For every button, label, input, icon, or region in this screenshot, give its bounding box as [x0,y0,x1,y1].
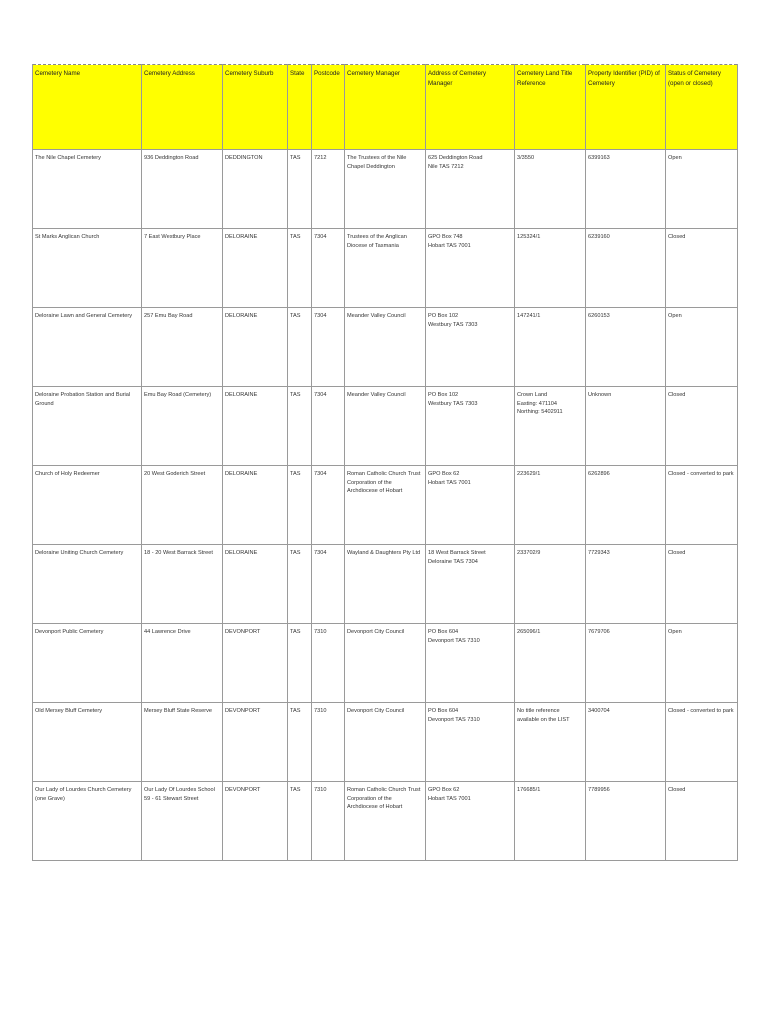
cell-postcode: 7304 [312,387,345,466]
cell-pid: 6262896 [586,466,666,545]
header-manager-address: Address of Cemetery Manager [426,65,515,150]
cell-suburb: DELORAINE [223,387,288,466]
cell-suburb: DEDDINGTON [223,150,288,229]
header-land-title: Cemetery Land Title Reference [515,65,586,150]
cell-manager-address: 625 Deddington Road Nile TAS 7212 [426,150,515,229]
cell-status: Closed - converted to park [666,703,738,782]
cell-suburb: DELORAINE [223,308,288,387]
header-status: Status of Cemetery (open or closed) [666,65,738,150]
cell-manager: Wayland & Daughters Pty Ltd [345,545,426,624]
cemetery-register-sheet [32,64,737,861]
cell-manager: Devonport City Council [345,703,426,782]
cell-state: TAS [288,545,312,624]
cell-manager: The Trustees of the Nile Chapel Deddington [345,150,426,229]
cell-land-title: 176685/1 [515,782,586,861]
cell-manager-address: PO Box 604 Devonport TAS 7310 [426,624,515,703]
cell-address: Mersey Bluff State Reserve [142,703,223,782]
cell-status: Closed [666,229,738,308]
header-manager: Cemetery Manager [345,65,426,150]
table-row [33,308,738,387]
cell-suburb: DELORAINE [223,229,288,308]
cell-name: Deloraine Lawn and General Cemetery [33,308,142,387]
cell-address: 18 - 20 West Barrack Street [142,545,223,624]
cell-name: Old Mersey Bluff Cemetery [33,703,142,782]
cell-state: TAS [288,308,312,387]
cell-suburb: DEVONPORT [223,782,288,861]
header-suburb: Cemetery Suburb [223,65,288,150]
cell-address: Our Lady Of Lourdes School 59 - 61 Stewart Street [142,782,223,861]
cell-address: 44 Lawrence Drive [142,624,223,703]
cell-postcode: 7304 [312,308,345,387]
cell-manager-address: GPO Box 748 Hobart TAS 7001 [426,229,515,308]
cell-pid: Unknown [586,387,666,466]
table-row [33,229,738,308]
cell-status: Open [666,150,738,229]
cemetery-table [32,64,738,861]
cell-pid: 6260153 [586,308,666,387]
cell-name: Deloraine Uniting Church Cemetery [33,545,142,624]
cell-pid: 6239160 [586,229,666,308]
cell-postcode: 7304 [312,466,345,545]
table-row [33,150,738,229]
cell-manager: Trustees of the Anglican Diocese of Tasmania [345,229,426,308]
header-postcode: Postcode [312,65,345,150]
table-row [33,387,738,466]
cell-land-title: 125324/1 [515,229,586,308]
cell-pid: 3400704 [586,703,666,782]
cell-manager: Devonport City Council [345,624,426,703]
cell-manager-address: 18 West Barrack Street Deloraine TAS 7304 [426,545,515,624]
cell-suburb: DELORAINE [223,466,288,545]
cell-manager-address: PO Box 102 Westbury TAS 7303 [426,387,515,466]
cell-status: Open [666,308,738,387]
cell-pid: 6399163 [586,150,666,229]
cell-manager: Meander Valley Council [345,308,426,387]
cell-suburb: DEVONPORT [223,703,288,782]
cell-name: The Nile Chapel Cemetery [33,150,142,229]
cell-land-title: No title reference available on the LIST [515,703,586,782]
cell-state: TAS [288,624,312,703]
table-body [33,150,738,861]
cell-land-title: 233702/9 [515,545,586,624]
cell-suburb: DEVONPORT [223,624,288,703]
header-row [33,65,738,150]
cell-pid: 7729343 [586,545,666,624]
cell-land-title: 3/3550 [515,150,586,229]
cell-manager: Roman Catholic Church Trust Corporation of the Archdiocese of Hobart [345,466,426,545]
cell-manager-address: PO Box 102 Westbury TAS 7303 [426,308,515,387]
cell-manager-address: GPO Box 62 Hobart TAS 7001 [426,466,515,545]
cell-status: Closed - converted to park [666,466,738,545]
cell-status: Closed [666,782,738,861]
cell-postcode: 7310 [312,782,345,861]
table-row [33,782,738,861]
header-state: State [288,65,312,150]
cell-name: Devonport Public Cemetery [33,624,142,703]
cell-name: Our Lady of Lourdes Church Cemetery (one Grave) [33,782,142,861]
cell-status: Open [666,624,738,703]
cell-state: TAS [288,229,312,308]
cell-land-title: Crown Land Easting: 471104 Northing: 5402911 [515,387,586,466]
cell-manager: Meander Valley Council [345,387,426,466]
header-name: Cemetery Name [33,65,142,150]
cell-state: TAS [288,782,312,861]
cell-address: 257 Emu Bay Road [142,308,223,387]
cell-postcode: 7304 [312,545,345,624]
table-row [33,466,738,545]
header-address: Cemetery Address [142,65,223,150]
table-row [33,624,738,703]
cell-state: TAS [288,466,312,545]
cell-land-title: 265096/1 [515,624,586,703]
cell-address: 936 Deddington Road [142,150,223,229]
cell-postcode: 7212 [312,150,345,229]
cell-land-title: 147241/1 [515,308,586,387]
cell-address: 7 East Westbury Place [142,229,223,308]
cell-state: TAS [288,703,312,782]
cell-status: Closed [666,545,738,624]
cell-address: 20 West Goderich Street [142,466,223,545]
cell-state: TAS [288,150,312,229]
cell-postcode: 7310 [312,703,345,782]
cell-manager: Roman Catholic Church Trust Corporation of the Archdiocese of Hobart [345,782,426,861]
cell-suburb: DELORAINE [223,545,288,624]
cell-name: Church of Holy Redeemer [33,466,142,545]
cell-status: Closed [666,387,738,466]
cell-postcode: 7310 [312,624,345,703]
cell-manager-address: GPO Box 62 Hobart TAS 7001 [426,782,515,861]
cell-pid: 7789956 [586,782,666,861]
header-pid: Property Identifier (PID) of Cemetery [586,65,666,150]
cell-pid: 7679706 [586,624,666,703]
cell-manager-address: PO Box 604 Devonport TAS 7310 [426,703,515,782]
cell-land-title: 223629/1 [515,466,586,545]
table-row [33,703,738,782]
cell-address: Emu Bay Road (Cemetery) [142,387,223,466]
cell-name: Deloraine Probation Station and Burial Ground [33,387,142,466]
cell-state: TAS [288,387,312,466]
cell-name: St Marks Anglican Church [33,229,142,308]
cell-postcode: 7304 [312,229,345,308]
table-row [33,545,738,624]
